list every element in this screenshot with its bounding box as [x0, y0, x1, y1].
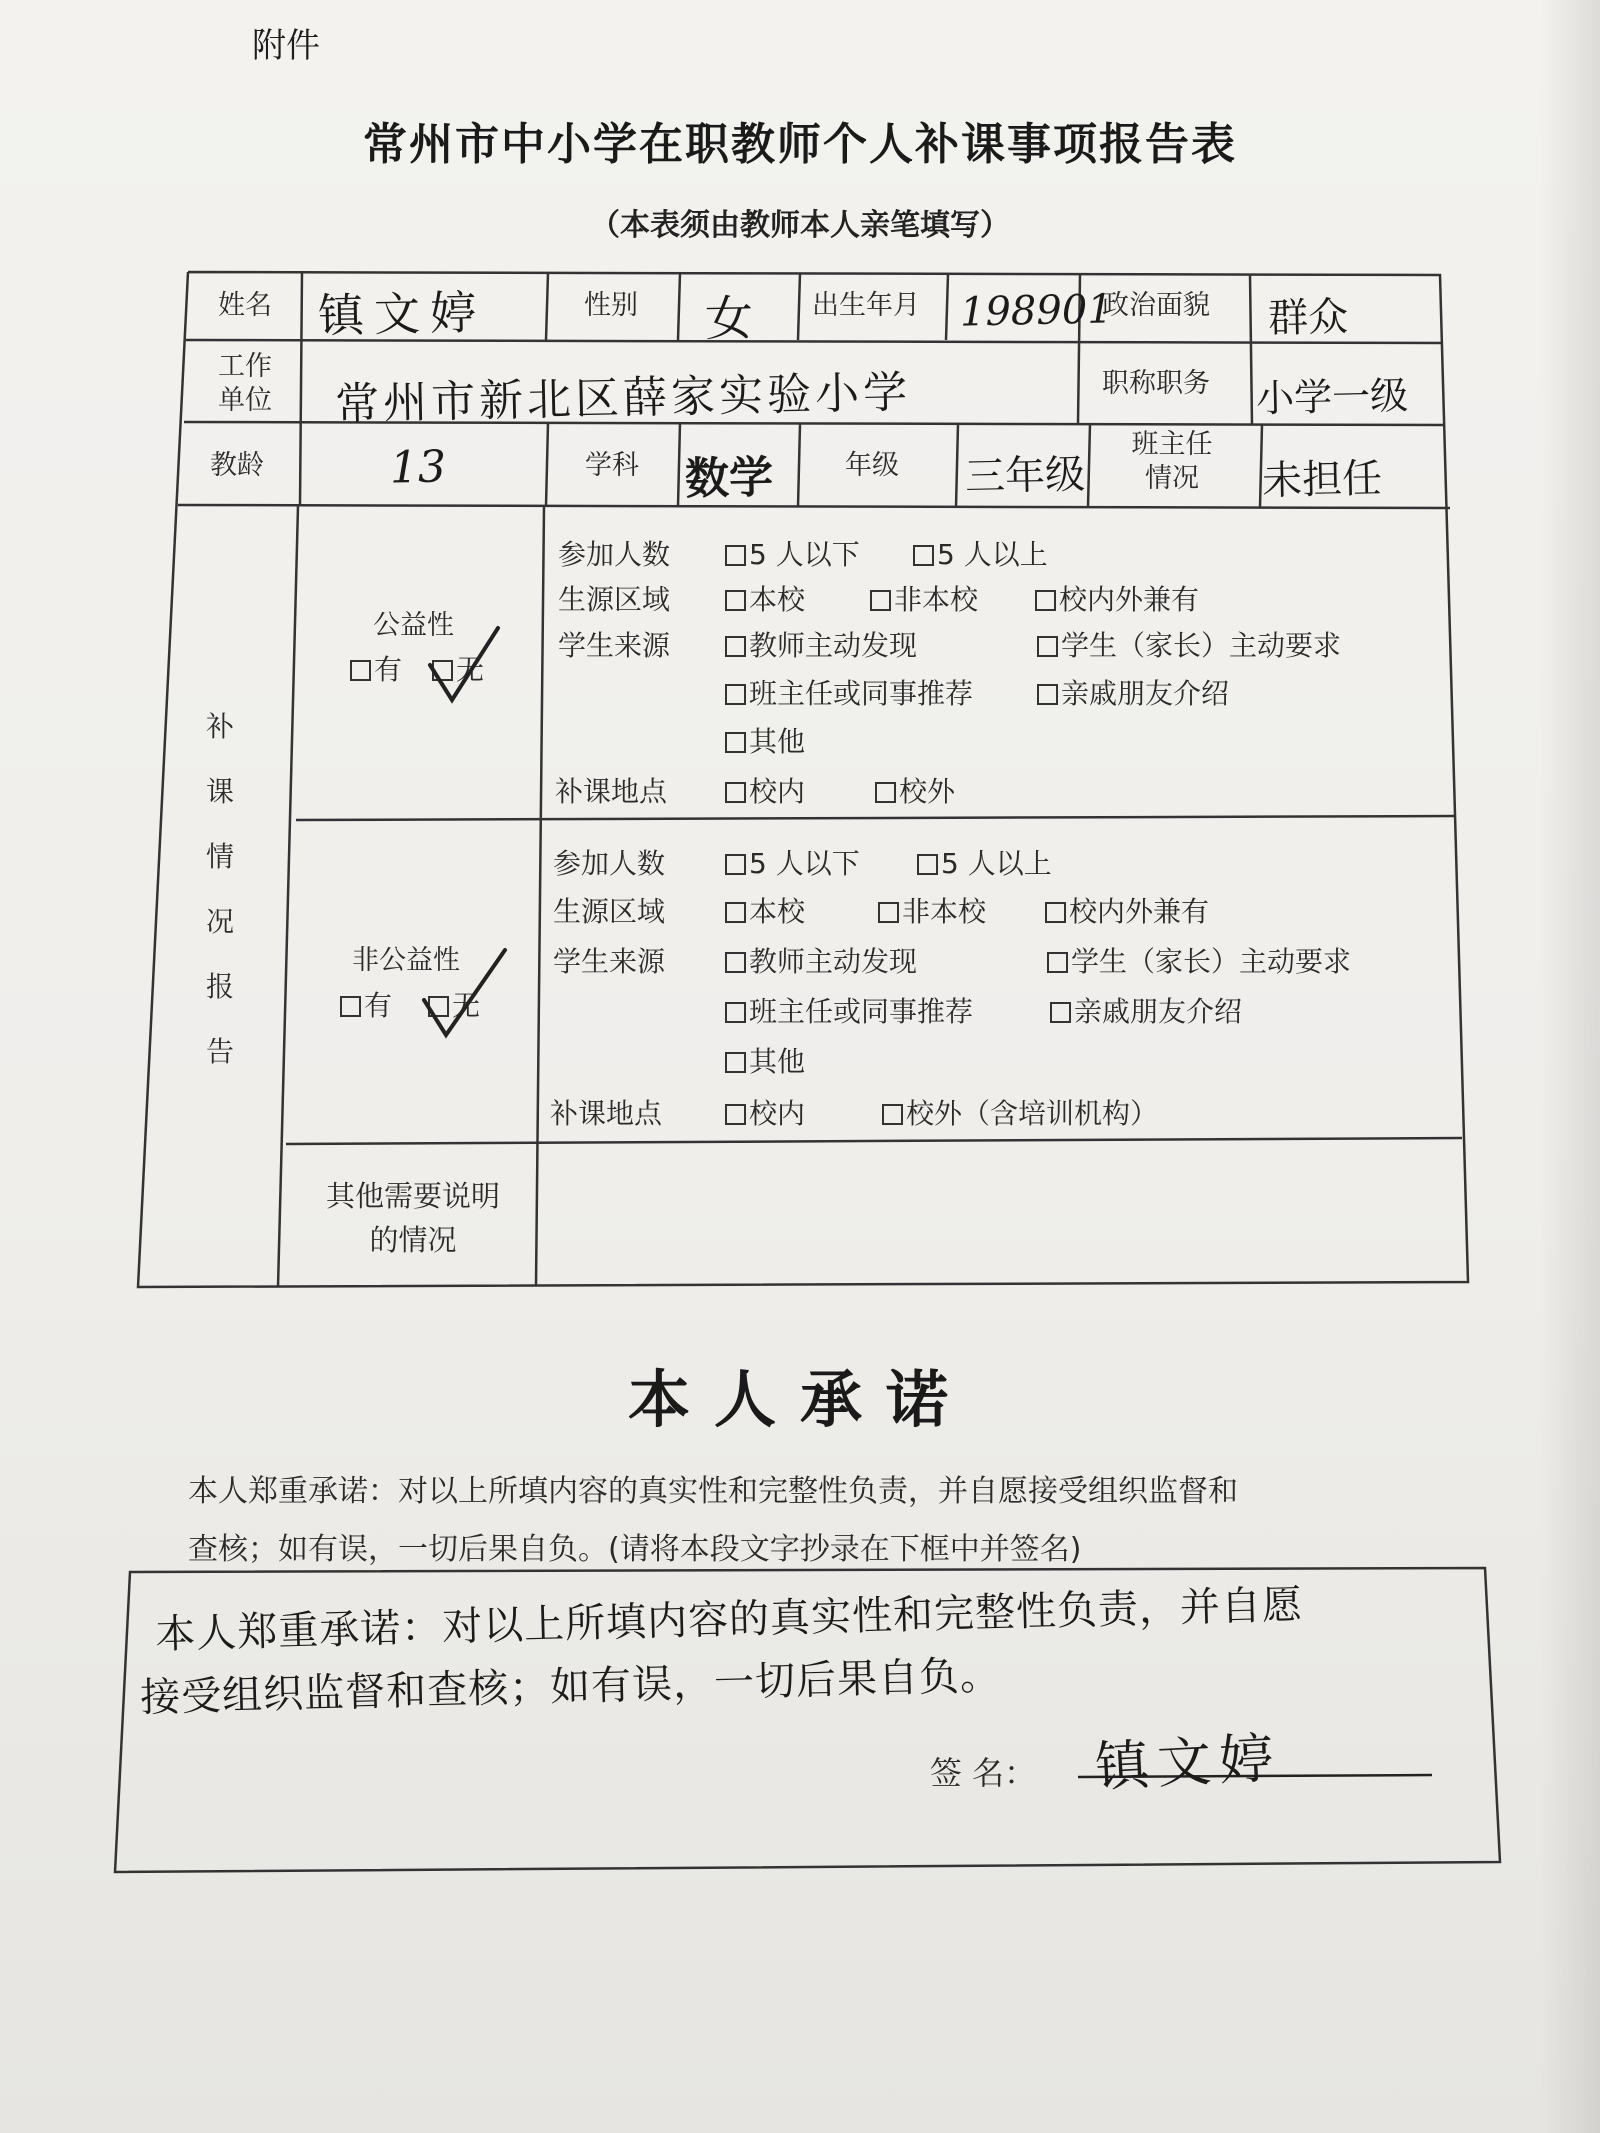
gender-label: 性别 — [584, 290, 638, 321]
promise-text-line2: 查核；如有误，一切后果自负。(请将本段文字抄录在下框中并签名) — [188, 1532, 1082, 1567]
head-teacher-value: 未担任 — [1261, 455, 1383, 505]
section-char: 情 — [205, 840, 234, 873]
option-label: 5 人以上 — [941, 847, 1052, 880]
nonpublic-label: 非公益性 — [352, 945, 460, 976]
public-participants-label: 参加人数 — [558, 538, 671, 571]
birth-label: 出生年月 — [812, 290, 920, 321]
section-char: 课 — [205, 775, 234, 808]
head-teacher-label-line2: 情况 — [1145, 463, 1199, 494]
other-notes-label-line2: 的情况 — [369, 1223, 457, 1257]
public-source-label: 学生来源 — [558, 629, 671, 662]
option-label: 非本校 — [902, 895, 987, 928]
promise-handwritten-line2: 接受组织监督和查核；如有误，一切后果自负。 — [139, 1652, 1002, 1722]
option-label: 本校 — [749, 895, 806, 928]
public-location-label: 补课地点 — [555, 775, 668, 808]
option-label: 校外（含培训机构） — [906, 1097, 1159, 1130]
name-label: 姓名 — [218, 290, 272, 321]
option-label: 班主任或同事推荐 — [749, 677, 974, 710]
form-subtitle: （本表须由教师本人亲笔填写） — [590, 208, 1010, 243]
birth-value: 198901 — [959, 286, 1114, 336]
subject-value: 数学 — [684, 452, 774, 505]
teaching-age-value: 13 — [389, 441, 447, 494]
teaching-age-label: 教龄 — [210, 450, 264, 481]
work-unit-label-line2: 单位 — [218, 385, 272, 416]
section-char: 补 — [205, 710, 234, 743]
option-label: 班主任或同事推荐 — [749, 995, 974, 1028]
option-label: 学生（家长）主动要求 — [1071, 945, 1352, 978]
option-label: 5 人以下 — [749, 847, 860, 880]
option-label: 5 人以下 — [749, 538, 860, 571]
option-label: 教师主动发现 — [749, 629, 918, 662]
nonpublic-region-label: 生源区域 — [553, 895, 666, 928]
promise-text-line1: 本人郑重承诺：对以上所填内容的真实性和完整性负责，并自愿接受组织监督和 — [188, 1474, 1238, 1509]
subject-label: 学科 — [585, 450, 639, 481]
political-label: 政治面貌 — [1102, 290, 1210, 321]
nonpublic-participants-label: 参加人数 — [553, 847, 666, 880]
section-char: 况 — [205, 905, 234, 938]
grade-label: 年级 — [845, 450, 899, 481]
political-value: 群众 — [1267, 294, 1349, 342]
option-label: 非本校 — [894, 583, 979, 616]
option-label: 校外 — [899, 775, 956, 808]
name-value: 镇文婷 — [317, 285, 487, 343]
section-char: 报 — [205, 970, 234, 1003]
public-yes-label: 有 — [374, 653, 403, 686]
promise-heading: 本人承诺 — [627, 1363, 972, 1436]
option-label: 教师主动发现 — [749, 945, 918, 978]
option-label: 校内 — [749, 1097, 806, 1130]
option-label: 其他 — [749, 725, 806, 758]
work-unit-value: 常州市新北区薛家实验小学 — [334, 366, 912, 431]
option-label: 本校 — [749, 583, 806, 616]
promise-handwritten-line1: 本人郑重承诺：对以上所填内容的真实性和完整性负责，并自愿 — [154, 1581, 1304, 1659]
work-unit-label-line1: 工作 — [218, 351, 272, 382]
public-no-label: 无 — [456, 653, 485, 686]
head-teacher-label-line1: 班主任 — [1131, 429, 1213, 460]
form-title: 常州市中小学在职教师个人补课事项报告表 — [363, 119, 1237, 170]
other-notes-label-line1: 其他需要说明 — [325, 1179, 500, 1213]
section-char: 告 — [205, 1035, 234, 1068]
option-label: 5 人以上 — [937, 538, 1048, 571]
attachment-label: 附件 — [252, 26, 320, 66]
nonpublic-yes-label: 有 — [364, 989, 393, 1022]
gender-value: 女 — [704, 290, 754, 348]
option-label: 亲戚朋友介绍 — [1074, 995, 1243, 1028]
option-label: 校内 — [749, 775, 806, 808]
public-region-label: 生源区域 — [558, 583, 671, 616]
grade-value: 三年级 — [964, 451, 1086, 501]
nonpublic-source-label: 学生来源 — [553, 945, 666, 978]
nonpublic-location-label: 补课地点 — [550, 1097, 663, 1130]
title-label: 职称职务 — [1102, 368, 1210, 399]
public-label: 公益性 — [373, 610, 454, 641]
signature-value: 镇文婷 — [1093, 1726, 1283, 1799]
title-value: 小学一级 — [1255, 373, 1409, 421]
signature-label: 签 名： — [930, 1754, 1037, 1792]
option-label: 其他 — [749, 1045, 806, 1078]
option-label: 校内外兼有 — [1059, 583, 1200, 616]
nonpublic-no-label: 无 — [452, 989, 481, 1022]
option-label: 亲戚朋友介绍 — [1061, 677, 1230, 710]
option-label: 学生（家长）主动要求 — [1061, 629, 1342, 662]
option-label: 校内外兼有 — [1069, 895, 1210, 928]
